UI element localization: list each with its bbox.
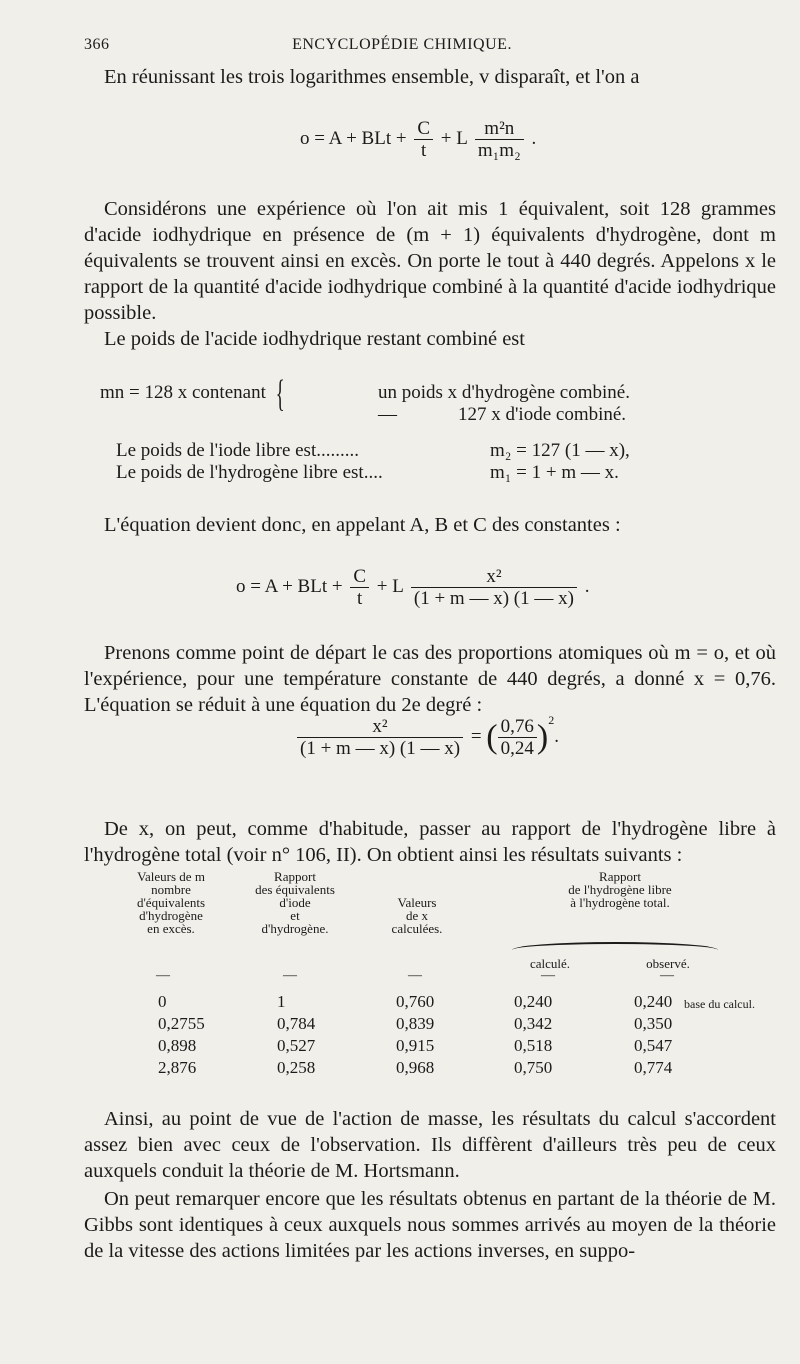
col-header-hydrogen-line: Rapport: [599, 869, 641, 884]
running-title: ENCYCLOPÉDIE CHIMIQUE.: [292, 36, 512, 53]
eq4-frac2-numerator: x²: [486, 566, 502, 587]
eq2-lhs: mn = 128 x contenant: [100, 382, 266, 403]
eq1-end: .: [531, 127, 537, 149]
cell-observed: 0,774: [634, 1058, 673, 1077]
cell-calculated: 0,342: [514, 1014, 553, 1033]
left-brace-icon: {: [275, 372, 285, 415]
equation-5: [294, 712, 559, 759]
eq5-fraction-left: [297, 716, 463, 759]
header-dash: —: [660, 968, 674, 983]
col-header-m-line: d'équivalents: [136, 895, 206, 910]
paragraph-hydrogen-ratio: De x, on peut, comme d'habitude, passer au rapport de l'hydrogène libre à l'hydrogène total (voir n° 106, II). On obtient ainsi les résultats suivants :: [84, 818, 776, 866]
running-header: [84, 36, 720, 58]
cell-m: 0,2755: [158, 1014, 205, 1033]
eq1-frac2-denominator: m₁m₂: [475, 139, 524, 161]
base-note: base du calcul.: [684, 997, 755, 1011]
paragraph-experiment: Considérons une expérience où l'on ait mis 1 équivalent, soit 128 grammes d'acide iodhydrique en présence de (m + 1) équivalents d'hydrogène, dont m équivalents se trouvent ainsi en excès. On porte le tout à 440 degrés. Appelons x le rapport de la quantité d'acide iodhydrique combiné à la quantité d'acide iodhydrique possible.: [84, 198, 776, 324]
eq2-line1: un poids x d'hydrogène combiné.: [378, 382, 630, 403]
page-number: 366: [84, 36, 110, 53]
col-header-ratio-line: d'hydrogène.: [261, 921, 329, 936]
eq3-row1-value: m₂ = 127 (1 — x),: [490, 440, 630, 461]
col-header-ratio-line: des équivalents: [255, 882, 335, 897]
col-header-observed: observé.: [646, 956, 690, 971]
cell-x: 0,839: [396, 1014, 435, 1033]
cell-ratio: 0,784: [277, 1014, 316, 1033]
col-header-ratio: [240, 870, 350, 935]
cell-calculated: 0,518: [514, 1036, 553, 1055]
col-header-m: [116, 870, 226, 935]
eq5-right-numerator: 0,76: [500, 716, 534, 737]
paragraph-weight: Le poids de l'acide iodhydrique restant combiné est: [104, 328, 525, 350]
eq5-right-denominator: 0,24: [498, 737, 537, 759]
cell-m: 0: [158, 992, 167, 1011]
equation-1: [300, 118, 536, 161]
cell-x: 0,915: [396, 1036, 435, 1055]
col-header-ratio-line: Rapport: [274, 869, 316, 884]
equation-4: [236, 566, 589, 609]
col-header-calculated: calculé.: [529, 956, 571, 971]
cell-observed: 0,350: [634, 1014, 673, 1033]
cell-ratio: 0,258: [277, 1058, 316, 1077]
col-header-ratio-line: et: [290, 908, 300, 923]
eq5-equals: =: [470, 725, 482, 747]
eq4-mid: + L: [376, 575, 404, 597]
cell-ratio: 0,527: [277, 1036, 316, 1055]
cell-observed: 0,547: [634, 1036, 673, 1055]
col-header-m-line: nombre: [151, 882, 191, 897]
cell-x: 0,760: [396, 992, 435, 1011]
eq5-denominator: (1 + m — x) (1 — x): [297, 737, 463, 759]
col-header-ratio-line: d'iode: [279, 895, 311, 910]
paragraph-constants: L'équation devient donc, en appelant A, B et C des constantes :: [104, 514, 621, 536]
col-header-hydrogen-line: de l'hydrogène libre: [568, 882, 672, 897]
col-header-m-line: Valeurs de m: [137, 869, 205, 884]
eq4-frac1-numerator: C: [353, 566, 367, 587]
eq5-numerator: x²: [372, 716, 388, 737]
eq1-frac1-numerator: C: [417, 118, 431, 139]
col-header-x: [362, 896, 472, 935]
intro-paragraph: En réunissant les trois logarithmes ensemble, v disparaît, et l'on a: [104, 66, 640, 88]
eq3-row2-label: Le poids de l'hydrogène libre est....: [116, 462, 383, 483]
eq3-row2-value: m₁ = 1 + m — x.: [490, 462, 619, 483]
cell-m: 2,876: [158, 1058, 197, 1077]
cell-calculated: 0,750: [514, 1058, 553, 1077]
eq4-fraction-x: [411, 566, 577, 609]
eq4-frac2-denominator: (1 + m — x) (1 — x): [411, 587, 577, 609]
eq5-end: .: [554, 725, 559, 747]
eq1-fraction-c-over-t: [414, 118, 433, 161]
header-dash: —: [408, 968, 422, 983]
cell-ratio: 1: [277, 992, 286, 1011]
eq5-fraction-right: [498, 716, 537, 759]
eq1-frac1-denominator: t: [414, 139, 433, 161]
col-header-x-line: Valeurs: [397, 895, 437, 910]
col-header-hydrogen: [500, 870, 740, 909]
cell-x: 0,968: [396, 1058, 435, 1077]
equation-2: [100, 372, 289, 415]
col-header-m-line: en excès.: [147, 921, 195, 936]
eq4-end: .: [584, 575, 590, 597]
cell-observed: 0,240: [634, 992, 673, 1011]
header-dash: —: [541, 968, 555, 983]
paragraph-gibbs: On peut remarquer encore que les résultats obtenus en partant de la théorie de M. Gibbs sont identiques à ceux auxquels nous sommes arrivés au moyen de la théorie de la vitesse des actions limitées par les actions inverses, en suppo-: [84, 1188, 776, 1262]
eq1-mid: + L: [440, 127, 468, 149]
eq1-lhs: o = A + BLt +: [300, 127, 407, 149]
eq1-fraction-mass: [475, 118, 524, 161]
eq4-frac1-denominator: t: [350, 587, 369, 609]
paragraph-mass-action: Ainsi, au point de vue de l'action de masse, les résultats du calcul s'accordent assez bien avec ceux de l'observation. Ils diffèrent d'ailleurs très peu de ceux auxquels conduit la théorie de M. Hortsmann.: [84, 1108, 776, 1182]
right-paren-icon: ): [536, 718, 549, 756]
cell-calculated: 0,240: [514, 992, 553, 1011]
col-header-x-line: calculées.: [391, 921, 443, 936]
eq2-line2: 127 x d'iode combiné.: [458, 404, 627, 425]
header-dash: —: [156, 968, 170, 983]
eq1-frac2-numerator: m²n: [484, 118, 515, 139]
header-brace-icon: [512, 942, 718, 950]
paragraph-starting-point: Prenons comme point de départ le cas des proportions atomiques où m = o, et où l'expérience, pour une température constante de 440 degrés, a donné x = 0,76. L'équation se réduit à une équation du 2e degré :: [84, 642, 776, 716]
eq4-lhs: o = A + BLt +: [236, 575, 343, 597]
col-header-x-line: de x: [405, 908, 429, 923]
col-header-hydrogen-line: à l'hydrogène total.: [570, 895, 670, 910]
eq5-exponent: 2: [548, 712, 555, 727]
cell-m: 0,898: [158, 1036, 197, 1055]
header-dash: —: [283, 968, 297, 983]
left-paren-icon: (: [486, 718, 498, 756]
eq4-fraction-c-over-t: [350, 566, 369, 609]
eq2-line2-dash: —: [378, 404, 397, 425]
eq3-row1-label: Le poids de l'iode libre est.........: [116, 440, 359, 461]
col-header-m-line: d'hydrogène: [139, 908, 203, 923]
